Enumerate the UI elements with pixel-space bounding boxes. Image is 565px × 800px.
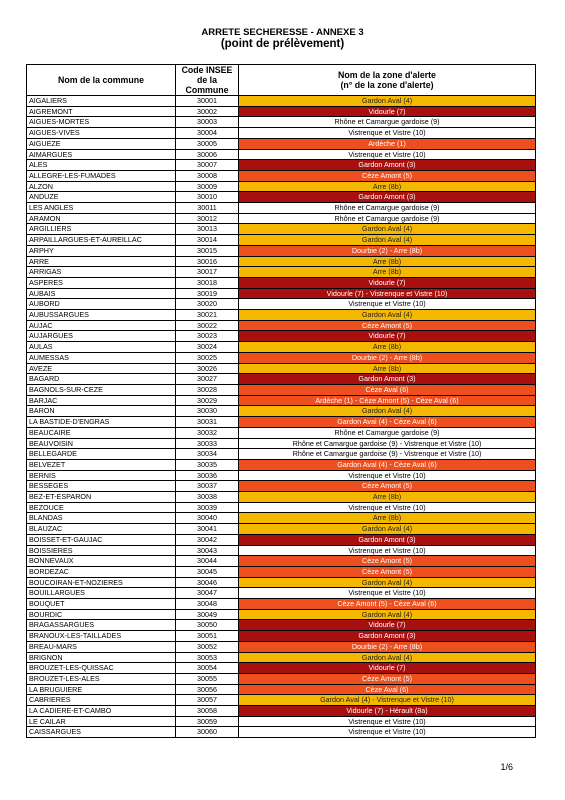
table-row [27,652,536,663]
alert-zone-cell: Gardon Amont (3) [239,534,536,545]
commune-name-cell: BELLEGARDE [27,449,176,460]
insee-code-cell: 30054 [176,663,239,674]
commune-name-cell: BARJAC [27,395,176,406]
commune-name-cell: BAGARD [27,374,176,385]
table-row [27,363,536,374]
table-row [27,577,536,588]
insee-code-cell: 30052 [176,641,239,652]
table-row [27,427,536,438]
table-row [27,181,536,192]
alert-zone-cell: Gardon Amont (3) [239,160,536,171]
table-row [27,320,536,331]
table-row [27,128,536,139]
alert-zone-cell: Vidourle (7) [239,620,536,631]
table-row [27,609,536,620]
table-row [27,149,536,160]
commune-name-cell: CAISSARGUES [27,727,176,738]
commune-name-cell: BOUQUET [27,599,176,610]
commune-name-cell: BERNIS [27,470,176,481]
commune-name-cell: ARPHY [27,245,176,256]
table-row [27,213,536,224]
alert-zone-cell: Dourbie (2) - Arre (8b) [239,245,536,256]
table-row [27,481,536,492]
alert-zone-cell: Gardon Amont (3) [239,192,536,203]
commune-name-cell: BLANDAS [27,513,176,524]
insee-code-cell: 30050 [176,620,239,631]
commune-name-cell: AUBAIS [27,288,176,299]
commune-name-cell: BOISSET-ET-GAUJAC [27,534,176,545]
alert-zone-cell: Arre (8b) [239,267,536,278]
commune-name-cell: ANDUZE [27,192,176,203]
insee-code-cell: 30018 [176,277,239,288]
table-row [27,706,536,717]
commune-name-cell: CABRIERES [27,695,176,706]
alert-zone-cell: Cèze Amont (5) [239,673,536,684]
table-row [27,117,536,128]
alert-zone-cell: Vistrenque et Vistre (10) [239,545,536,556]
commune-name-cell: BAGNOLS-SUR-CEZE [27,384,176,395]
alert-zone-cell: Gardon Aval (4) [239,577,536,588]
insee-code-cell: 30030 [176,406,239,417]
insee-code-cell: 30060 [176,727,239,738]
commune-name-cell: BRAGASSARGUES [27,620,176,631]
document-subtitle: (point de prélèvement) [220,38,345,50]
alert-zone-cell: Rhône et Camargue gardoise (9) [239,117,536,128]
alert-zone-cell: Gardon Aval (4) [239,235,536,246]
alert-zone-cell: Gardon Aval (4) [239,96,536,107]
alert-zone-cell: Arre (8b) [239,513,536,524]
commune-name-cell: ARPAILLARGUES-ET-AUREILLAC [27,235,176,246]
commune-name-cell: ARRE [27,256,176,267]
insee-code-cell: 30012 [176,213,239,224]
commune-name-cell: BEZOUCE [27,502,176,513]
insee-code-cell: 30059 [176,716,239,727]
alert-zone-cell: Vidourle (7) [239,663,536,674]
table-row [27,96,536,107]
commune-name-cell: BOUCOIRAN-ET-NOZIERES [27,577,176,588]
table-row [27,374,536,385]
table-row [27,417,536,428]
alert-zone-cell: Arre (8b) [239,256,536,267]
insee-code-cell: 30002 [176,106,239,117]
insee-code-cell: 30006 [176,149,239,160]
insee-code-cell: 30023 [176,331,239,342]
alert-zone-cell: Vidourle (7) - Vistrenque et Vistre (10) [239,288,536,299]
table-row [27,513,536,524]
alert-zone-cell: Cèze Amont (5) [239,170,536,181]
alert-zone-cell: Cèze Aval (6) [239,684,536,695]
insee-code-cell: 30025 [176,352,239,363]
commune-name-cell: BLAUZAC [27,524,176,535]
table-row [27,138,536,149]
document-title: ARRETE SECHERESSE - ANNEXE 3 [201,27,364,38]
commune-name-cell: AUJARGUES [27,331,176,342]
commune-name-cell: ASPERES [27,277,176,288]
alert-zone-cell: Rhône et Camargue gardoise (9) - Vistrenque et Vistre (10) [239,449,536,460]
table-row [27,502,536,513]
commune-name-cell: LA BRUGUIERE [27,684,176,695]
table-row [27,203,536,214]
insee-code-cell: 30051 [176,631,239,642]
table-row [27,684,536,695]
commune-name-cell: BOURDIC [27,609,176,620]
table-header-row [27,65,536,96]
alert-zone-cell: Gardon Aval (4) [239,406,536,417]
insee-code-cell: 30036 [176,470,239,481]
insee-code-cell: 30022 [176,320,239,331]
insee-code-cell: 30058 [176,706,239,717]
commune-table [26,64,536,738]
commune-name-cell: BELVEZET [27,459,176,470]
commune-name-cell: BRANOUX-LES-TAILLADES [27,631,176,642]
insee-code-cell: 30032 [176,427,239,438]
insee-code-cell: 30045 [176,566,239,577]
insee-code-cell: 30013 [176,224,239,235]
alert-zone-cell: Cèze Amont (5) [239,556,536,567]
table-row [27,599,536,610]
commune-name-cell: LE CAILAR [27,716,176,727]
insee-code-cell: 30027 [176,374,239,385]
table-row [27,545,536,556]
table-row [27,566,536,577]
table-row [27,352,536,363]
alert-zone-cell: Vistrenque et Vistre (10) [239,149,536,160]
commune-name-cell: AIGUES-MORTES [27,117,176,128]
insee-code-cell: 30019 [176,288,239,299]
alert-zone-cell: Arre (8b) [239,363,536,374]
table-row [27,459,536,470]
alert-zone-cell: Ardèche (1) [239,138,536,149]
commune-name-cell: BRIGNON [27,652,176,663]
table-row [27,160,536,171]
commune-name-cell: BONNEVAUX [27,556,176,567]
insee-code-cell: 30055 [176,673,239,684]
commune-name-cell: AUJAC [27,320,176,331]
insee-code-cell: 30004 [176,128,239,139]
table-row [27,310,536,321]
table-row [27,695,536,706]
table-row [27,492,536,503]
commune-name-cell: ALLEGRE-LES-FUMADES [27,170,176,181]
insee-code-cell: 30033 [176,438,239,449]
insee-code-cell: 30020 [176,299,239,310]
commune-name-cell: ALES [27,160,176,171]
commune-name-cell: AUBUSSARGUES [27,310,176,321]
insee-code-cell: 30046 [176,577,239,588]
table-row [27,534,536,545]
insee-code-cell: 30047 [176,588,239,599]
insee-code-cell: 30042 [176,534,239,545]
insee-code-cell: 30014 [176,235,239,246]
insee-code-cell: 30021 [176,310,239,321]
insee-code-cell: 30003 [176,117,239,128]
insee-code-cell: 30008 [176,170,239,181]
table-row [27,524,536,535]
insee-code-cell: 30024 [176,342,239,353]
alert-zone-cell: Rhône et Camargue gardoise (9) - Vistrenque et Vistre (10) [239,438,536,449]
commune-name-cell: LA CADIERE-ET-CAMBO [27,706,176,717]
commune-name-cell: ARRIGAS [27,267,176,278]
table-row [27,267,536,278]
table-row [27,588,536,599]
commune-name-cell: BARON [27,406,176,417]
insee-code-cell: 30029 [176,395,239,406]
page-number: 1/6 [500,762,513,772]
insee-code-cell: 30009 [176,181,239,192]
insee-code-cell: 30031 [176,417,239,428]
insee-code-cell: 30039 [176,502,239,513]
table-row [27,395,536,406]
table-row [27,245,536,256]
commune-name-cell: AULAS [27,342,176,353]
commune-name-cell: AIGALIERS [27,96,176,107]
insee-code-cell: 30017 [176,267,239,278]
commune-name-cell: LA BASTIDE-D'ENGRAS [27,417,176,428]
commune-name-cell: AIGUEZE [27,138,176,149]
alert-zone-cell: Dourbie (2) - Arre (8b) [239,352,536,363]
insee-code-cell: 30057 [176,695,239,706]
insee-code-cell: 30011 [176,203,239,214]
commune-name-cell: ALZON [27,181,176,192]
alert-zone-cell: Cèze Amont (5) [239,481,536,492]
alert-zone-cell: Rhône et Camargue gardoise (9) [239,427,536,438]
alert-zone-cell: Arre (8b) [239,492,536,503]
table-row [27,192,536,203]
table-row [27,342,536,353]
header-insee: Code INSEE de la Commune [176,65,239,96]
insee-code-cell: 30001 [176,96,239,107]
insee-code-cell: 30049 [176,609,239,620]
alert-zone-cell: Gardon Aval (4) - Vistrenque et Vistre (10) [239,695,536,706]
insee-code-cell: 30016 [176,256,239,267]
table-row [27,449,536,460]
alert-zone-cell: Rhône et Camargue gardoise (9) [239,203,536,214]
table-row [27,256,536,267]
alert-zone-cell: Vidourle (7) - Hérault (8a) [239,706,536,717]
commune-name-cell: BOISSIERES [27,545,176,556]
commune-name-cell: BROUZET-LES-QUISSAC [27,663,176,674]
table-row [27,235,536,246]
insee-code-cell: 30028 [176,384,239,395]
table-row [27,277,536,288]
insee-code-cell: 30038 [176,492,239,503]
table-row [27,106,536,117]
commune-name-cell: BEAUVOISIN [27,438,176,449]
commune-name-cell: LES ANGLES [27,203,176,214]
alert-zone-cell: Vistrenque et Vistre (10) [239,502,536,513]
alert-zone-cell: Rhône et Camargue gardoise (9) [239,213,536,224]
commune-name-cell: AVEZE [27,363,176,374]
table-row [27,224,536,235]
table-row [27,663,536,674]
alert-zone-cell: Vistrenque et Vistre (10) [239,299,536,310]
commune-name-cell: AIGUES-VIVES [27,128,176,139]
header-zone-name: Nom de la zone d'alerte [338,70,436,80]
header-zone-number: (n° de la zone d'alerte) [340,80,434,90]
insee-code-cell: 30053 [176,652,239,663]
table-row [27,406,536,417]
alert-zone-cell: Ardèche (1) - Cèze Amont (5) - Cèze Aval (6) [239,395,536,406]
insee-code-cell: 30010 [176,192,239,203]
alert-zone-cell: Vistrenque et Vistre (10) [239,470,536,481]
table-row [27,641,536,652]
insee-code-cell: 30056 [176,684,239,695]
alert-zone-cell: Vistrenque et Vistre (10) [239,716,536,727]
alert-zone-cell: Vidourle (7) [239,106,536,117]
alert-zone-cell: Vistrenque et Vistre (10) [239,727,536,738]
alert-zone-cell: Dourbie (2) - Arre (8b) [239,641,536,652]
commune-name-cell: BEZ-ET-ESPARON [27,492,176,503]
commune-name-cell: AIMARGUES [27,149,176,160]
table-row [27,299,536,310]
insee-code-cell: 30041 [176,524,239,535]
table-row [27,170,536,181]
insee-code-cell: 30007 [176,160,239,171]
commune-name-cell: BESSEGES [27,481,176,492]
header-commune: Nom de la commune [27,65,176,96]
header-zone [239,65,536,96]
alert-zone-cell: Gardon Aval (4) [239,609,536,620]
alert-zone-cell: Gardon Aval (4) [239,310,536,321]
table-row [27,288,536,299]
alert-zone-cell: Cèze Amont (5) - Cèze Aval (6) [239,599,536,610]
alert-zone-cell: Gardon Aval (4) - Cèze Aval (6) [239,417,536,428]
alert-zone-cell: Vidourle (7) [239,331,536,342]
alert-zone-cell: Cèze Amont (5) [239,320,536,331]
commune-name-cell: AUMESSAS [27,352,176,363]
commune-name-cell: BEAUCAIRE [27,427,176,438]
alert-zone-cell: Gardon Amont (3) [239,374,536,385]
commune-name-cell: BORDEZAC [27,566,176,577]
insee-code-cell: 30037 [176,481,239,492]
insee-code-cell: 30034 [176,449,239,460]
alert-zone-cell: Cèze Amont (5) [239,566,536,577]
commune-name-cell: BROUZET-LES-ALES [27,673,176,684]
insee-code-cell: 30035 [176,459,239,470]
insee-code-cell: 30005 [176,138,239,149]
table-row [27,631,536,642]
table-row [27,727,536,738]
table-row [27,556,536,567]
table-body [27,96,536,738]
alert-zone-cell: Gardon Aval (4) [239,224,536,235]
alert-zone-cell: Gardon Aval (4) - Cèze Aval (6) [239,459,536,470]
alert-zone-cell: Gardon Amont (3) [239,631,536,642]
alert-zone-cell: Arre (8b) [239,181,536,192]
commune-name-cell: BOUILLARGUES [27,588,176,599]
table-row [27,331,536,342]
alert-zone-cell: Gardon Aval (4) [239,652,536,663]
commune-name-cell: AIGREMONT [27,106,176,117]
alert-zone-cell: Vistrenque et Vistre (10) [239,588,536,599]
table-row [27,716,536,727]
insee-code-cell: 30044 [176,556,239,567]
alert-zone-cell: Gardon Aval (4) [239,524,536,535]
table-row [27,438,536,449]
table-row [27,620,536,631]
alert-zone-cell: Arre (8b) [239,342,536,353]
insee-code-cell: 30015 [176,245,239,256]
alert-zone-cell: Vidourle (7) [239,277,536,288]
insee-code-cell: 30048 [176,599,239,610]
insee-code-cell: 30040 [176,513,239,524]
table-row [27,673,536,684]
insee-code-cell: 30043 [176,545,239,556]
table-row [27,384,536,395]
alert-zone-cell: Cèze Aval (6) [239,384,536,395]
table-row [27,470,536,481]
commune-name-cell: ARAMON [27,213,176,224]
commune-name-cell: AUBORD [27,299,176,310]
insee-code-cell: 30026 [176,363,239,374]
commune-name-cell: ARGILLIERS [27,224,176,235]
alert-zone-cell: Vistrenque et Vistre (10) [239,128,536,139]
commune-name-cell: BREAU-MARS [27,641,176,652]
